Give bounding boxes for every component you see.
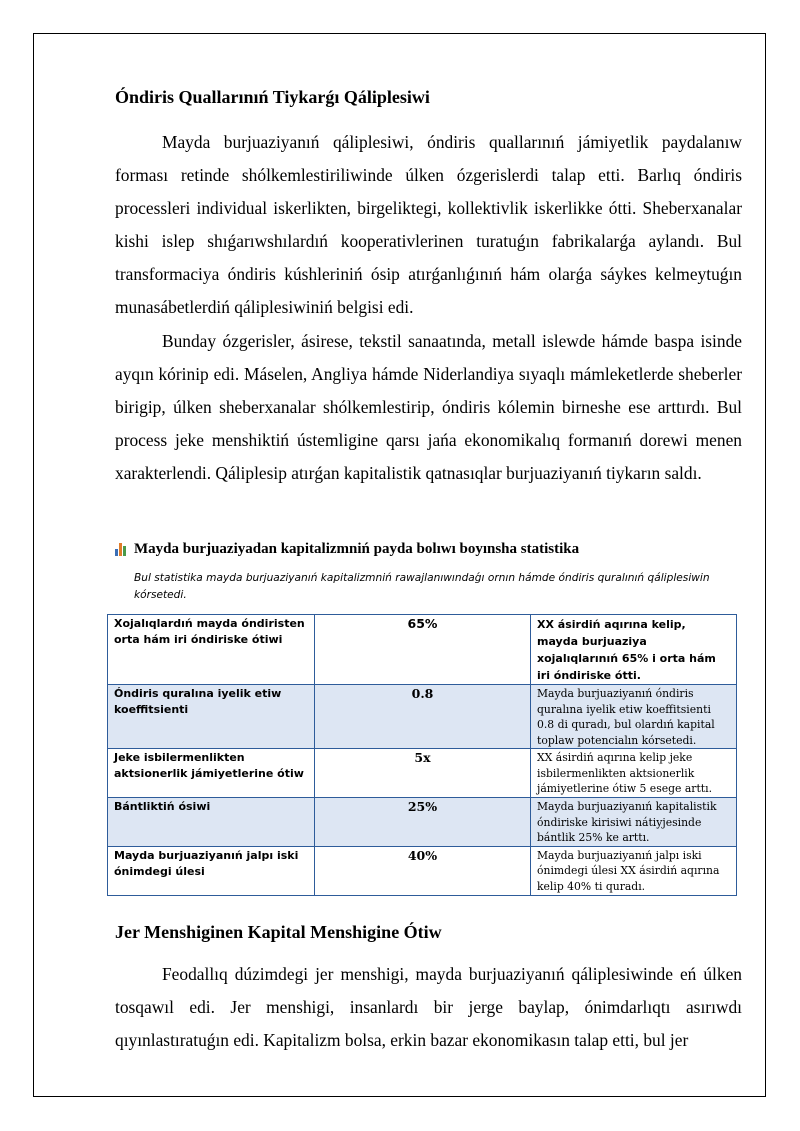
row-label: Jeke isbilermenlikten aktsionerlik jámiyetlerine ótiw xyxy=(108,749,315,798)
statistics-description: Bul statistika mayda burjuaziyanıń kapitalizmniń rawajlanıwındaǵı ornın hámde óndiris quralınıń qáliplesiwin kórsetedi. xyxy=(134,572,710,601)
bar-chart-icon xyxy=(115,543,129,556)
section-heading-production-tools: Óndiris Quallarınıń Tiykarǵı Qáliplesiwi xyxy=(115,87,430,107)
paragraph-3: Feodallıq dúzimdegi jer menshigi, mayda burjuaziyanıń qáliplesiwinde eń úlken tosqawıl edi. Jer menshigi, insanlardı bir jerge baylap, ónimdarlıqtı asırıwdı qıyınlastıratuǵın edi. Kapitalizm bolsa, erkin bazar ekonomikasın talap etti, bul jer xyxy=(115,964,742,1050)
row-label: Mayda burjuaziyanıń jalpı iski ónimdegi úlesi xyxy=(108,846,315,895)
row-note: XX ásirdiń aqırına kelip, mayda burjuaziya xojalıqlarınıń 65% i orta hám iri óndiriske ótti. xyxy=(531,615,737,685)
row-value: 25% xyxy=(315,798,531,847)
row-note: Mayda burjuaziyanıń jalpı iski ónimdegi úlesi XX ásirdiń aqırına kelip 40% ti quradı. xyxy=(531,846,737,895)
section-heading-land-ownership: Jer Menshiginen Kapital Menshigine Ótiw xyxy=(115,922,442,942)
statistics-title-text: Mayda burjuaziyadan kapitalizmniń payda bolıwı boyınsha statistika xyxy=(134,541,580,557)
row-label: Xojalıqlardıń mayda óndiristen orta hám iri óndiriske ótiwi xyxy=(108,615,315,685)
table-row xyxy=(108,749,737,798)
row-value: 0.8 xyxy=(315,685,531,749)
paragraph-2: Bunday ózgerisler, ásirese, tekstil sanaatında, metall islewde hámde baspa isinde ayqın kórinip edi. Máselen, Angliya hámde Niderlandiya sıyaqlı mámleketlerde sheberler birigip, úlken sheberxanalar shólkemlestirip, óndiris kólemin birneshe ese arttırdı. Bul process jeke menshiktiń ústemligine qarsı jańa ekonomikalıq formanıń dorewi menen xarakterlendi. Qáliplesip atırǵan kapitalistik qatnasıqlar burjuaziyanıń tiykarın saldı. xyxy=(115,331,742,483)
paragraph-1: Mayda burjuaziyanıń qáliplesiwi, óndiris quallarınıń jámiyetlik paydalanıw forması retinde shólkemlestiriliwinde úlken ózgerislerdi talap etti. Barlıq óndiris processleri individual iskerlikten, birgeliktegi, kollektivlik iskerlikke ótti. Sheberxanalar kishi islep shıǵarıwshılardıń kooperativlerinen turatuǵın fabrikalarǵa aylandı. Bul transformaciya óndiris kúshleriniń ósip atırǵanlıǵınıń hám olarǵa sáykes kelmeytuǵın munasábetlerdiń qáliplesiwiniń belgisi edi. xyxy=(115,132,742,317)
table-row xyxy=(108,615,737,685)
table-row xyxy=(108,846,737,895)
row-note: XX ásirdiń aqırına kelip jeke isbilermenlikten aktsionerlik jámiyetlerine ótiw 5 esege arttı. xyxy=(531,749,737,798)
row-value: 5x xyxy=(315,749,531,798)
table-row xyxy=(108,685,737,749)
row-label: Óndiris quralına iyelik etiw koeffitsienti xyxy=(108,685,315,749)
row-value: 40% xyxy=(315,846,531,895)
row-label: Bántliktiń ósiwi xyxy=(108,798,315,847)
row-value: 65% xyxy=(315,615,531,685)
statistics-title xyxy=(115,541,742,558)
row-note: Mayda burjuaziyanıń óndiris quralına iyelik etiw koeffitsienti 0.8 di quradı, bul olardıń kapital toplaw potencialın kórsetedi. xyxy=(531,685,737,749)
row-note: Mayda burjuaziyanıń kapitalistik óndiriske kirisiwi nátiyjesinde bántlik 25% ke arttı. xyxy=(531,798,737,847)
table-row xyxy=(108,798,737,847)
statistics-table xyxy=(107,614,737,896)
